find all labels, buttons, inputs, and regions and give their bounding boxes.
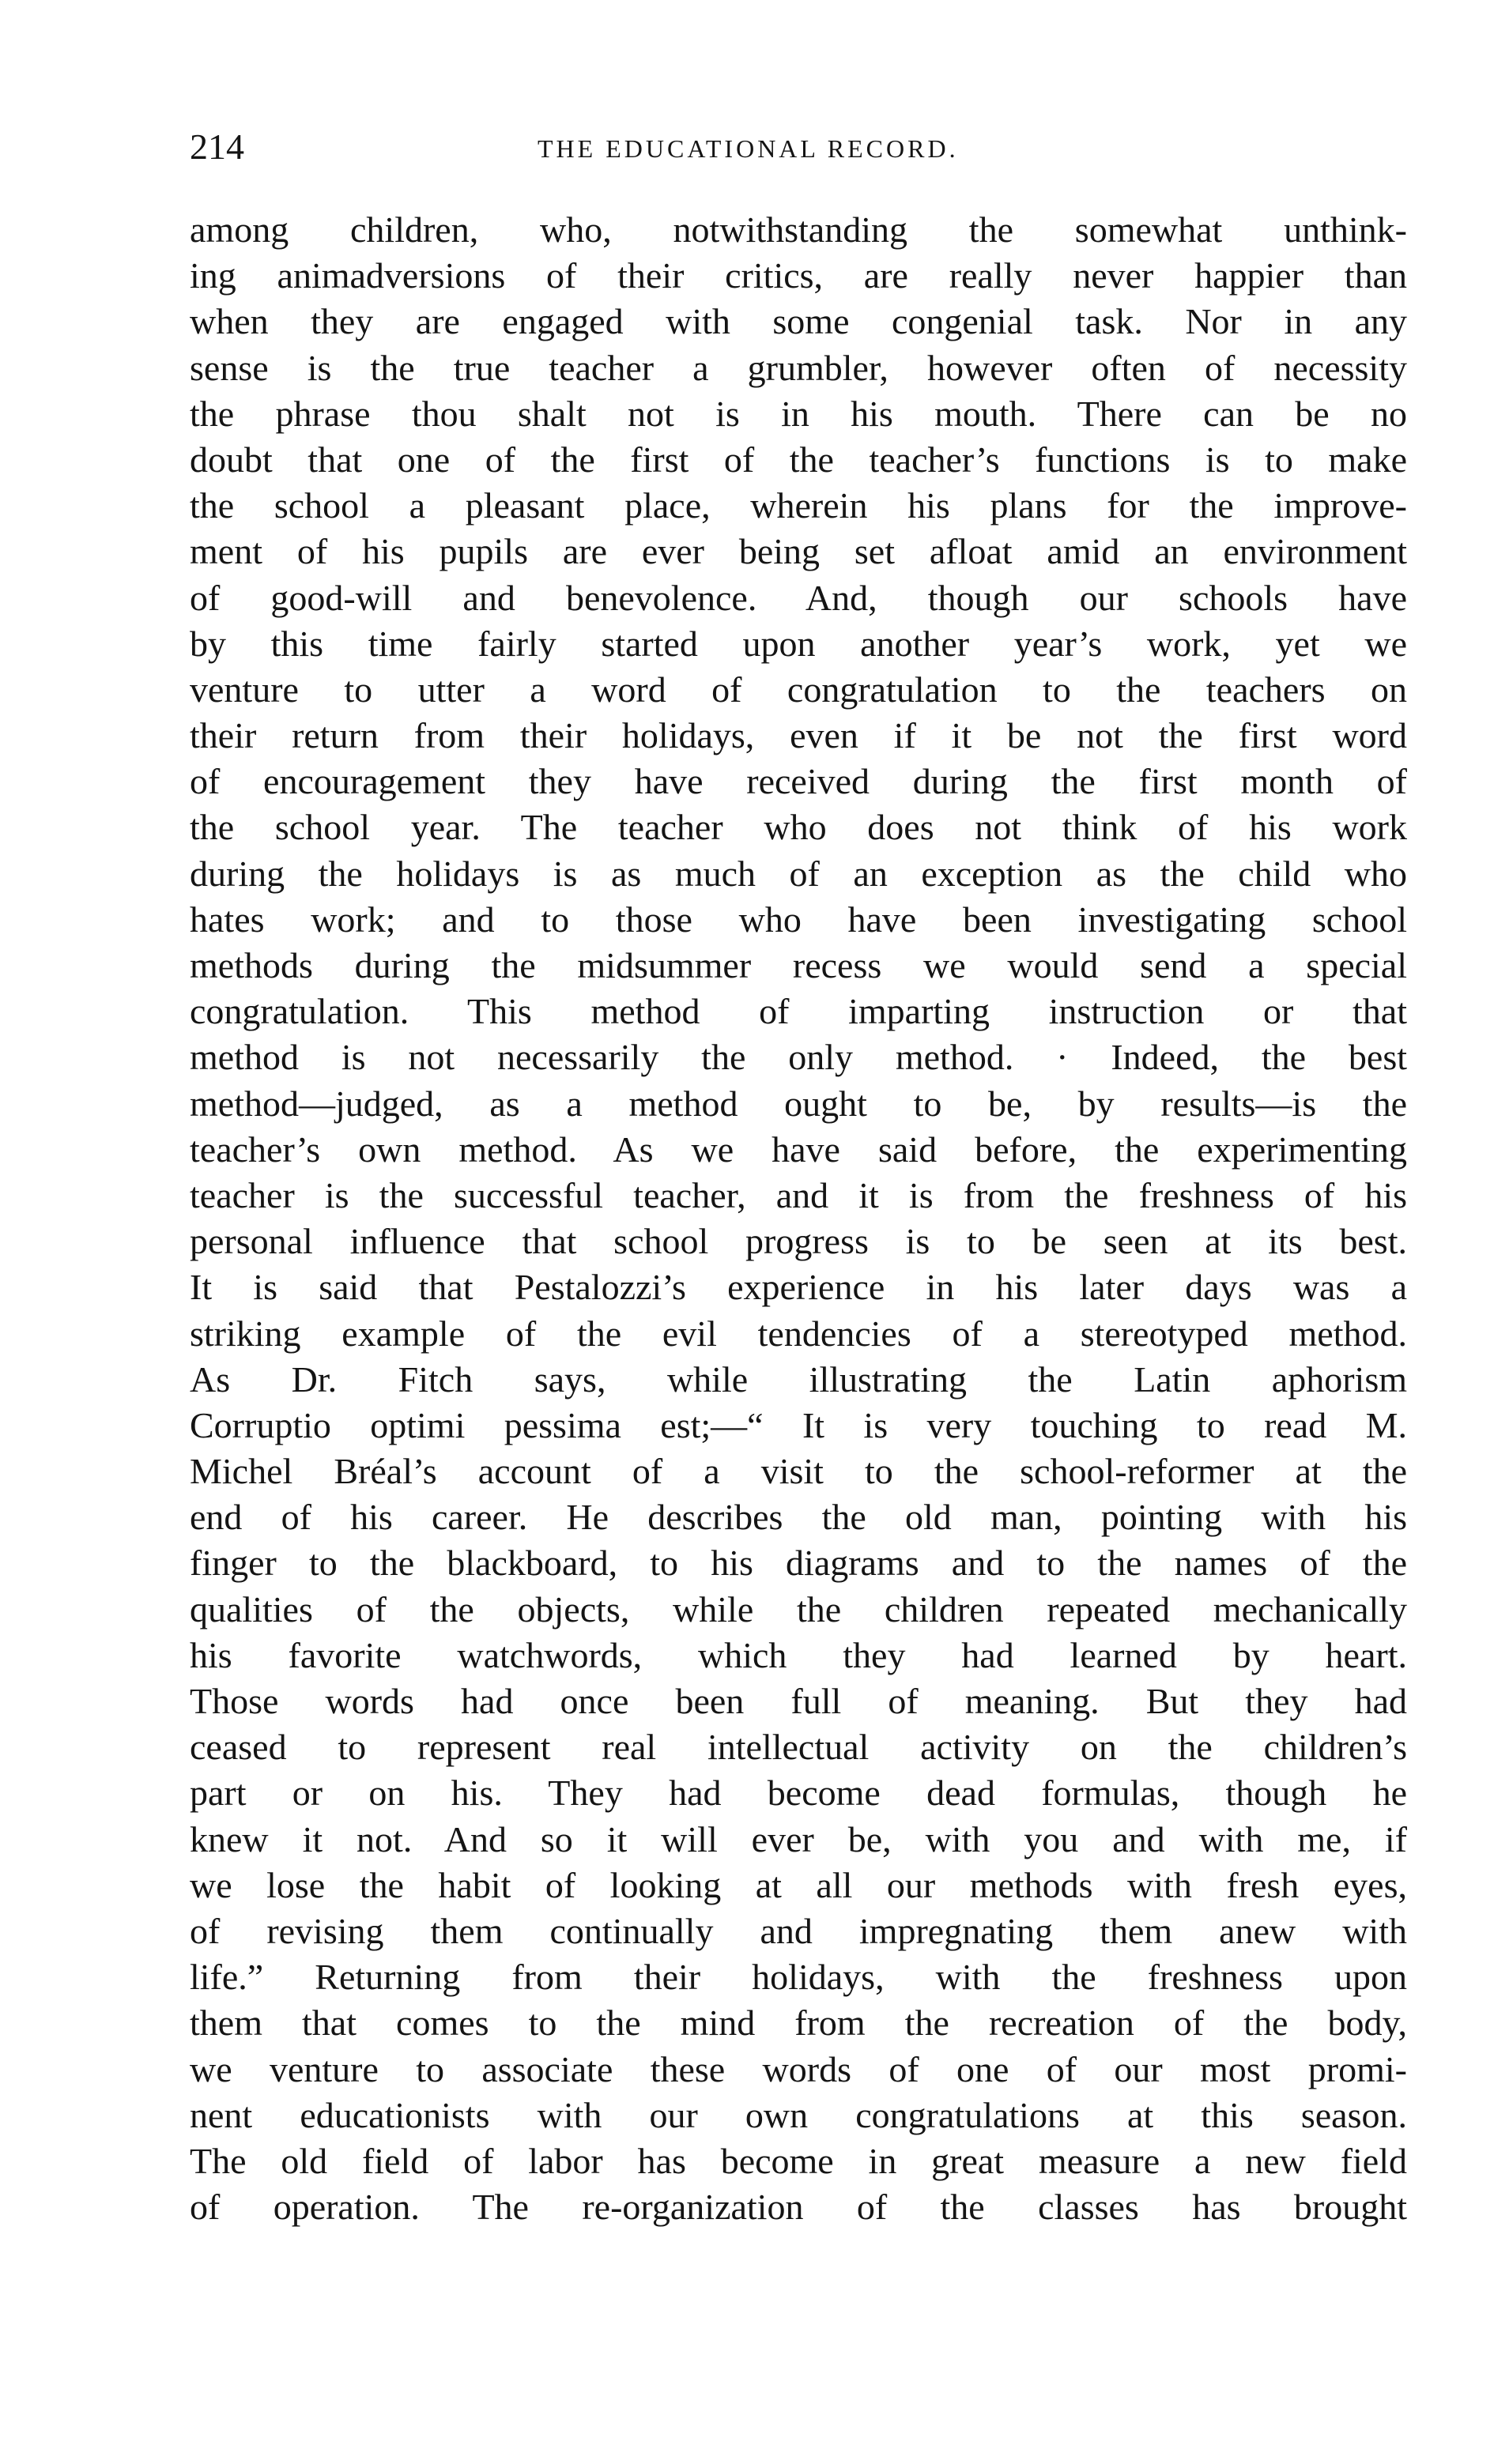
text-line: teacher’s own method. As we have said before, the experimenting (190, 1128, 1407, 1170)
text-line: during the holidays is as much of an exception as the child who (190, 853, 1407, 894)
text-line: of good-will and benevolence. And, though our schools have (190, 577, 1407, 618)
text-line: of revising them continually and impregnating them anew with (190, 1910, 1407, 1951)
text-line: ment of his pupils are ever being set afloat amid an environment (190, 531, 1407, 572)
text-line: ing animadversions of their critics, are really never happier than (190, 255, 1407, 296)
text-line: ceased to represent real intellectual activity on the children’s (190, 1727, 1407, 1768)
text-line: them that comes to the mind from the recreation of the body, (190, 2002, 1407, 2044)
text-line: Those words had once been full of meaning. But they had (190, 1681, 1407, 1721)
text-line: personal influence that school progress is to be seen at its best. (190, 1221, 1407, 1262)
text-line: striking example of the evil tendencies of a stereotyped method. (190, 1313, 1407, 1354)
text-line: part or on his. They had become dead formulas, though he (190, 1773, 1407, 1814)
text-line: finger to the blackboard, to his diagrams and to the names of the (190, 1543, 1407, 1584)
text-line: methods during the midsummer recess we would send a special (190, 945, 1407, 985)
text-line: method is not necessarily the only method. · Indeed, the best (190, 1037, 1407, 1078)
text-line: among children, who, notwithstanding the somewhat unthink- (190, 209, 1407, 250)
text-line: nent educationists with our own congratulations at this season. (190, 2094, 1407, 2135)
text-line: The old field of labor has become in great measure a new field (190, 2140, 1407, 2181)
text-line: It is said that Pestalozzi’s experience in his later days was a (190, 1267, 1407, 1308)
text-line: teacher is the successful teacher, and it is from the freshness of his (190, 1174, 1407, 1215)
page-number: 214 (190, 126, 244, 167)
text-line: Michel Bréal’s account of a visit to the school-reformer at the (190, 1451, 1407, 1492)
running-head: THE EDUCATIONAL RECORD. (538, 134, 959, 163)
text-line: doubt that one of the first of the teacher’s functions is to make (190, 439, 1407, 480)
text-line: of encouragement they have received during the first month of (190, 761, 1407, 802)
text-line: their return from their holidays, even if it be not the first word (190, 715, 1407, 756)
text-line: method—judged, as a method ought to be, by results—is the (190, 1083, 1407, 1124)
text-line: venture to utter a word of congratulation to the teachers on (190, 669, 1407, 710)
text-line: by this time fairly started upon another year’s work, yet we (190, 623, 1407, 664)
text-line: we lose the habit of looking at all our methods with fresh eyes, (190, 1864, 1407, 1905)
body-text (190, 207, 1407, 2230)
text-line: the school a pleasant place, wherein his plans for the improve- (190, 485, 1407, 526)
text-line: when they are engaged with some congenial task. Nor in any (190, 301, 1407, 342)
text-line: his favorite watchwords, which they had learned by heart. (190, 1634, 1407, 1675)
text-line: the phrase thou shalt not is in his mouth. There can be no (190, 393, 1407, 434)
text-line: life.” Returning from their holidays, with the freshness upon (190, 1957, 1407, 1998)
text-line: sense is the true teacher a grumbler, however often of necessity (190, 347, 1407, 388)
text-line: knew it not. And so it will ever be, with you and with me, if (190, 1818, 1407, 1859)
text-line: Corruptio optimi pessima est;—“ It is very touching to read M. (190, 1404, 1407, 1445)
text-line: hates work; and to those who have been investigating school (190, 899, 1407, 940)
text-line: of operation. The re-organization of the classes has brought (190, 2187, 1407, 2228)
text-line: As Dr. Fitch says, while illustrating the Latin aphorism (190, 1358, 1407, 1400)
text-line: we venture to associate these words of one of our most promi- (190, 2048, 1407, 2089)
text-line: qualities of the objects, while the children repeated mechanically (190, 1588, 1407, 1629)
text-line: the school year. The teacher who does not think of his work (190, 807, 1407, 848)
page-header (190, 123, 1407, 171)
text-line: congratulation. This method of imparting instruction or that (190, 991, 1407, 1032)
text-line: end of his career. He describes the old man, pointing with his (190, 1497, 1407, 1538)
